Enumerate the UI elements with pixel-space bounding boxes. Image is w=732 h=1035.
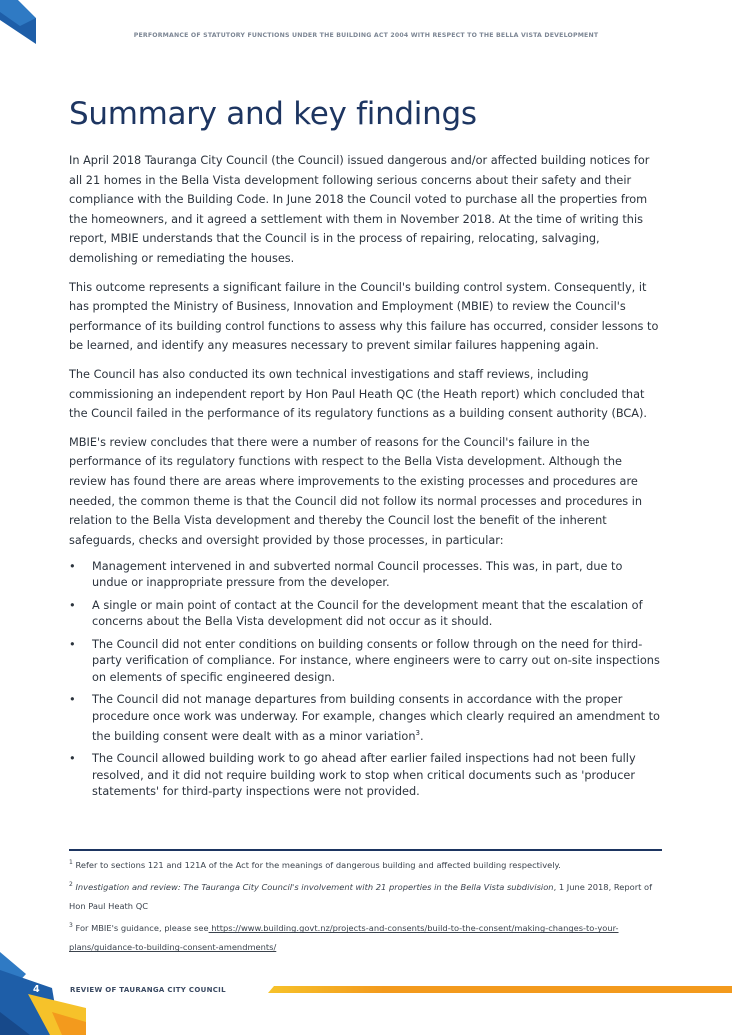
key-findings-list	[69, 559, 661, 800]
bullet-icon: •	[69, 752, 76, 766]
footnote-number: 1	[69, 859, 73, 866]
bullet-icon: •	[69, 599, 76, 613]
page-title: Summary and key findings	[69, 96, 477, 132]
list-item	[69, 751, 661, 800]
paragraph: MBIE's review concludes that there were a number of reasons for the Council's failure in the performance of its regulatory functions with respect to the Bella Vista development. Although the review has found there are areas where improvements to the existing processes and procedures are needed, the common theme is that the Council did not follow its normal processes and procedures in relation to the Bella Vista development and thereby the Council lost the benefit of the inherent safeguards, checks and oversight provided by those processes, in particular:	[69, 435, 643, 547]
list-item-text: The Council allowed building work to go ahead after earlier failed inspections had not been fully resolved, and it did not require building work to stop when critical documents such as 'producer statements' for third-party inspections were not provided.	[92, 752, 636, 798]
list-item	[69, 692, 661, 744]
list-item-text: A single or main point of contact at the Council for the development meant that the escalation of concerns about the Bella Vista development did not occur as it should.	[92, 599, 643, 629]
list-item-text: Management intervened in and subverted normal Council processes. This was, in part, due to undue or inappropriate pressure from the developer.	[92, 560, 623, 590]
footnote-number: 2	[69, 881, 73, 889]
bullet-icon: •	[69, 560, 76, 574]
list-item	[69, 637, 661, 686]
bullet-icon: •	[69, 693, 76, 707]
bullet-icon: •	[69, 638, 76, 652]
footnote-text: For MBIE's guidance, please see	[72, 923, 209, 934]
footer-accent-bar	[268, 985, 732, 994]
body-text	[69, 151, 661, 807]
footnote-citation-title: Investigation and review: The Tauranga City Council's involvement with 21 properties in the Bella Vista subdivision	[75, 881, 554, 892]
paragraph: In April 2018 Tauranga City Council (the Council) issued dangerous and/or affected building notices for all 21 homes in the Bella Vista development following serious concerns about their safety and their compliance with the Building Code. In June 2018 the Council voted to purchase all the properties from the homeowners, and it agreed a settlement with them in November 2018. At the time of writing this report, MBIE understands that the Council is in the process of repairing, relocating, salvaging, demolishing or remediating the houses.	[69, 154, 650, 265]
list-item-text: The Council did not manage departures from building consents in accordance with the proper procedure once work was underway. For example, changes which clearly required an amendment to the building consent were dealt with as a minor variation	[92, 693, 660, 743]
footer-label: REVIEW OF TAURANGA CITY COUNCIL	[70, 986, 226, 994]
list-item-text: The Council did not enter conditions on building consents or follow through on the need for third-party verification of compliance. For instance, where engineers were to carry out on-site inspections on elements of specific engineered design.	[92, 638, 660, 684]
footnotes	[69, 853, 662, 958]
footnote-1	[69, 853, 662, 875]
paragraph: The Council has also conducted its own technical investigations and staff reviews, including commissioning an independent report by Hon Paul Heath QC (the Heath report) which concluded that the Council failed in the performance of its regulatory functions as a building consent authority (BCA).	[69, 367, 648, 421]
list-item	[69, 559, 661, 591]
paragraph: This outcome represents a significant failure in the Council's building control system. Consequently, it has prompted the Ministry of Business, Innovation and Employment (MBIE) to review the Council's performance of its building control functions to assess why this failure has occurred, consider lessons to be learned, and identify any measures necessary to prevent similar failures happening again.	[69, 280, 659, 353]
footnote-text: Refer to sections 121 and 121A of the Act for the meanings of dangerous building and affected building respectively.	[72, 859, 561, 870]
list-item-end: .	[419, 729, 424, 743]
footnote-number: 3	[69, 922, 73, 930]
list-item	[69, 598, 661, 630]
guidance-link[interactable]: https://www.building.govt.nz/projects-and-consents/build-to-the-consent/making-changes-to-your-plans/guidance-to-building-consent-amendments/	[69, 923, 619, 953]
footnote-3	[69, 916, 662, 957]
footnote-ref[interactable]: 3	[415, 728, 420, 737]
footnote-text: , 1 June 2018, Report of Hon Paul Heath QC	[69, 881, 652, 912]
page-number: 4	[33, 984, 40, 995]
footnote-divider	[69, 849, 662, 851]
running-header: PERFORMANCE OF STATUTORY FUNCTIONS UNDER THE BUILDING ACT 2004 WITH RESPECT TO THE BELLA VISTA DEVELOPMENT	[133, 32, 599, 39]
footnote-2	[69, 875, 662, 916]
